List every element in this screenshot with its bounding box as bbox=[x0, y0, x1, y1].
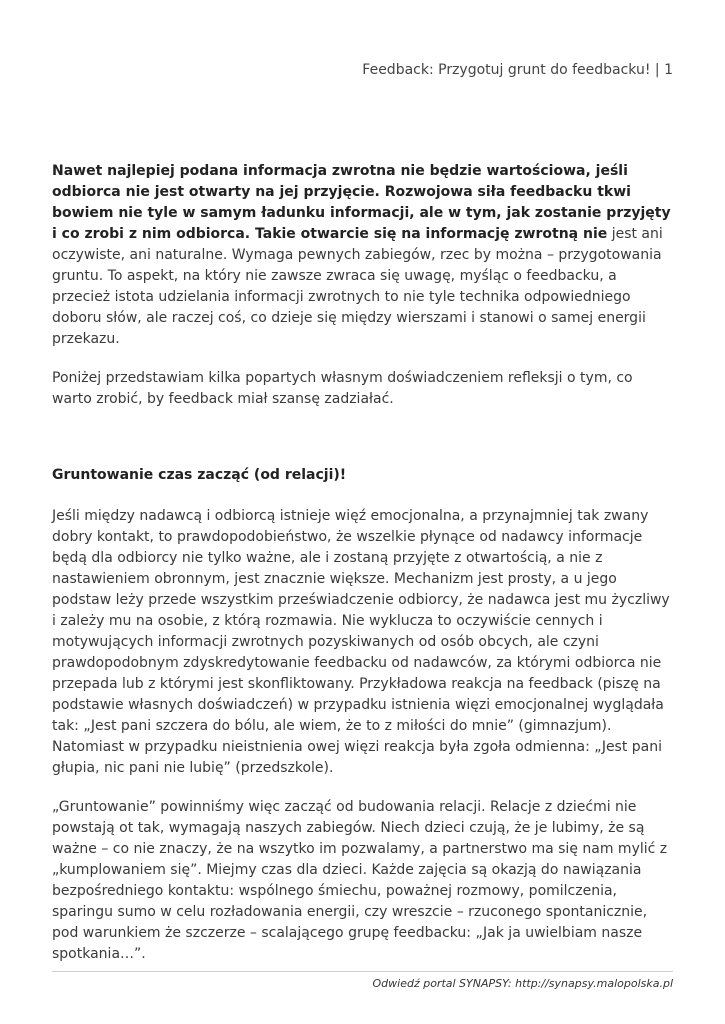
article-body bbox=[52, 161, 674, 983]
footer-divider bbox=[52, 971, 673, 972]
section-paragraph-2: „Gruntowanie” powinniśmy więc zacząć od budowania relacji. Relacje z dziećmi nie powstają ot tak, wymagają naszych zabiegów. Niech dzieci czują, że je lubimy, że są ważne – co nie znaczy, że na wszytko im pozwalamy, a partnerstwo ma się nam mylić z „kumplowaniem się”. Miejmy czas dla dzieci. Każde zajęcia są okazją do nawiązania bezpośredniego kontaktu: wspólnego śmiechu, poważnej rozmowy, pomilczenia, sparingu sumo w celu rozładowania energii, czy wreszcie – rzuconego spontanicznie, pod warunkiem że szczerze – scalającego grupę feedbacku: „Jak ja uwielbiam nasze spotkania…”. bbox=[52, 799, 668, 962]
section-paragraph-1: Jeśli między nadawcą i odbiorcą istnieje więź emocjonalna, a przynajmniej tak zwany dobry kontakt, to prawdopodobieństwo, że wszelkie płynące od nadawcy informacje będą dla odbiorcy nie tylko ważne, ale i zostaną przyjęte z otwartością, a nie z nastawieniem obronnym, jest znacznie większe. Mechanizm jest prosty, a u jego podstaw leży przede wszystkim przeświadczenie odbiorcy, że nadawca jest mu życzliwy i zależy mu na osobie, z którą rozmawia. Nie wyklucza to oczywiście cennych i motywujących informacji zwrotnych pozyskiwanych od osób obcych, ale czyni prawdopodobnym zdyskredytowanie feedbacku od nadawców, za którymi odbiorca nie przepada lub z którymi jest skonfliktowany. Przykładowa reakcja na feedback (piszę na podstawie własnych doświadczeń) w przypadku istnienia więzi emocjonalnej wyglądała tak: „Jest pani szczera do bólu, ale wiem, że to z miłości do mnie” (gimnazjum). Natomiast w przypadku nieistnienia owej więzi reakcja była zgoła odmienna: „Jest pani głupia, nic pani nie lubię” (przedszkole). bbox=[52, 508, 670, 776]
footer-text: Odwiedź portal SYNAPSY: http://synapsy.malopolska.pl bbox=[372, 977, 673, 990]
paragraph-2: Poniżej przedstawiam kilka popartych własnym doświadczeniem refleksji o tym, co warto zrobić, by feedback miał szansę zadziałać. bbox=[52, 370, 633, 407]
running-header: Feedback: Przygotuj grunt do feedbacku! | 1 bbox=[362, 62, 673, 78]
section-heading: Gruntowanie czas zacząć (od relacji)! bbox=[52, 467, 347, 483]
intro-regular-text: jest ani oczywiste, ani naturalne. Wymaga pewnych zabiegów, rzec by można – przygotowania gruntu. To aspekt, na który nie zawsze zwraca się uwagę, myśląc o feedbacku, a przecież istota udzielania informacji zwrotnych to nie tyle technika odpowiedniego doboru słów, ale raczej coś, co dzieje się między wierszami i stanowi o samej energii przekazu. bbox=[52, 226, 663, 347]
intro-bold-text: Nawet najlepiej podana informacja zwrotna nie będzie wartościowa, jeśli odbiorca nie jest otwarty na jej przyjęcie. Rozwojowa siła feedbacku tkwi bowiem nie tyle w samym ładunku informacji, ale w tym, jak zostanie przyjęty i co zrobi z nim odbiorca. Takie otwarcie się na informację zwrotną nie bbox=[52, 163, 671, 242]
intro-paragraph bbox=[52, 161, 674, 350]
